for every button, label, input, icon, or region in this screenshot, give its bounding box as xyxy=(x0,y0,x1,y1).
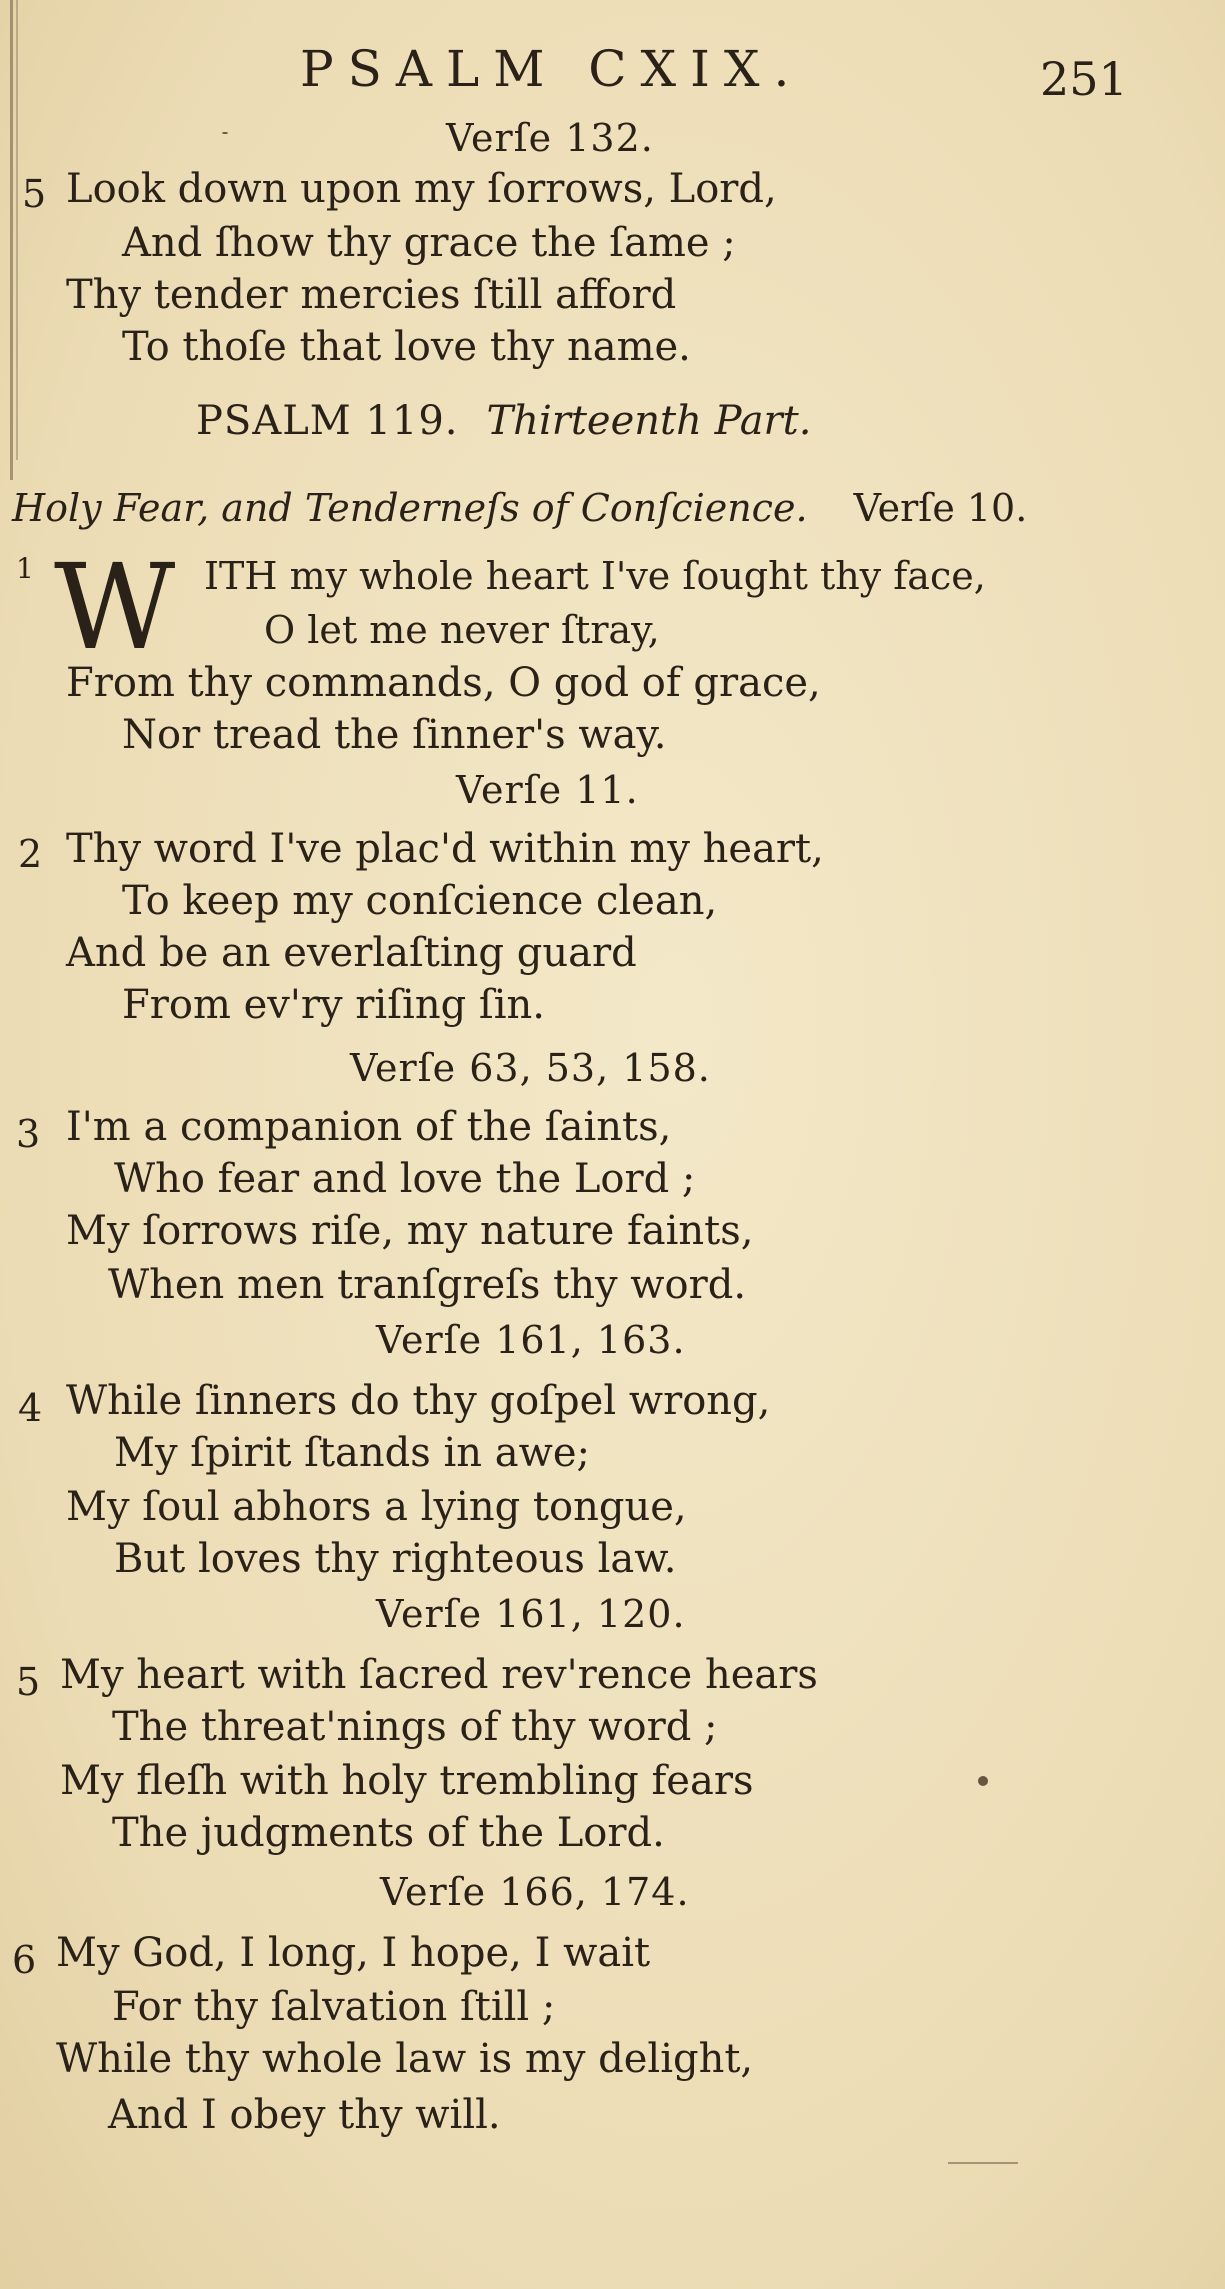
page-gutter-line xyxy=(10,0,13,480)
stanza-number: 1 xyxy=(16,552,34,585)
subject-line xyxy=(12,486,1027,530)
verse-line: O let me never ſtray, xyxy=(264,608,660,652)
verse-line: And I obey thy will. xyxy=(108,2092,501,2138)
verse-line: My heart with ſacred rev'rence hears xyxy=(60,1652,818,1698)
verse-line: From ev'ry riſing ſin. xyxy=(122,982,545,1028)
verse-line: ITH my whole heart I've ſought thy face, xyxy=(204,554,986,598)
stanza-number: 4 xyxy=(18,1386,43,1430)
verse-reference: Verſe 63, 53, 158. xyxy=(350,1046,711,1090)
verse-reference: Verſe 161, 120. xyxy=(376,1592,686,1636)
verse-line: Look down upon my ſorrows, Lord, xyxy=(66,166,777,212)
verse-line: My God, I long, I hope, I wait xyxy=(56,1930,651,1976)
subject-reference: Verſe 10. xyxy=(853,486,1028,530)
verse-line: My ſpirit ſtands in awe; xyxy=(114,1430,591,1476)
stanza-number: 3 xyxy=(16,1112,41,1156)
verse-line: To keep my conſcience clean, xyxy=(122,878,718,924)
verse-reference: Verſe 166, 174. xyxy=(380,1870,690,1914)
ink-speck xyxy=(222,132,228,134)
verse-line: While thy whole law is my delight, xyxy=(56,2036,754,2082)
verse-reference: Verſe 132. xyxy=(446,116,654,160)
verse-line: Thy tender mercies ſtill afford xyxy=(66,272,677,318)
stanza-number: 2 xyxy=(18,832,43,876)
verse-line: And be an everlaſting guard xyxy=(66,930,637,976)
verse-reference: Verſe 11. xyxy=(456,768,639,812)
page-gutter-line xyxy=(16,0,18,460)
verse-line: While ſinners do thy goſpel wrong, xyxy=(66,1378,771,1424)
verse-line: My fleſh with holy trembling fears xyxy=(60,1758,754,1804)
stanza-number: 5 xyxy=(22,172,47,216)
part-heading xyxy=(196,398,811,444)
stanza-number: 6 xyxy=(12,1938,37,1982)
page-number: 251 xyxy=(1040,52,1128,106)
verse-line: Nor tread the ſinner's way. xyxy=(122,712,667,758)
verse-line: My ſorrows riſe, my nature faints, xyxy=(66,1208,754,1254)
catchword-rule xyxy=(948,2162,1018,2164)
verse-line: Who fear and love the Lord ; xyxy=(114,1156,696,1202)
part-subtitle: Thirteenth Part. xyxy=(486,398,812,444)
drop-capital: W xyxy=(54,538,176,676)
verse-line: For thy ſalvation ſtill ; xyxy=(112,1984,556,2030)
verse-line: Thy word I've plac'd within my heart, xyxy=(66,826,824,872)
part-title: PSALM 119. xyxy=(196,398,459,444)
verse-line: My ſoul abhors a lying tongue, xyxy=(66,1484,687,1530)
verse-line: When men tranſgreſs thy word. xyxy=(108,1262,747,1308)
subject-title: Holy Fear, and Tenderneſs of Conſcience. xyxy=(12,486,808,530)
ink-speck xyxy=(978,1776,988,1786)
verse-line: But loves thy righteous law. xyxy=(114,1536,677,1582)
verse-line: I'm a companion of the ſaints, xyxy=(66,1104,672,1150)
verse-line: From thy commands, O god of grace, xyxy=(66,660,821,706)
verse-line: And ſhow thy grace the ſame ; xyxy=(122,220,736,266)
verse-line: The judgments of the Lord. xyxy=(112,1810,665,1856)
verse-line: To thoſe that love thy name. xyxy=(122,324,691,370)
verse-reference: Verſe 161, 163. xyxy=(376,1318,686,1362)
running-title: PSALM CXIX. xyxy=(300,40,804,98)
verse-line: The threat'nings of thy word ; xyxy=(112,1704,718,1750)
stanza-number: 5 xyxy=(16,1660,41,1704)
